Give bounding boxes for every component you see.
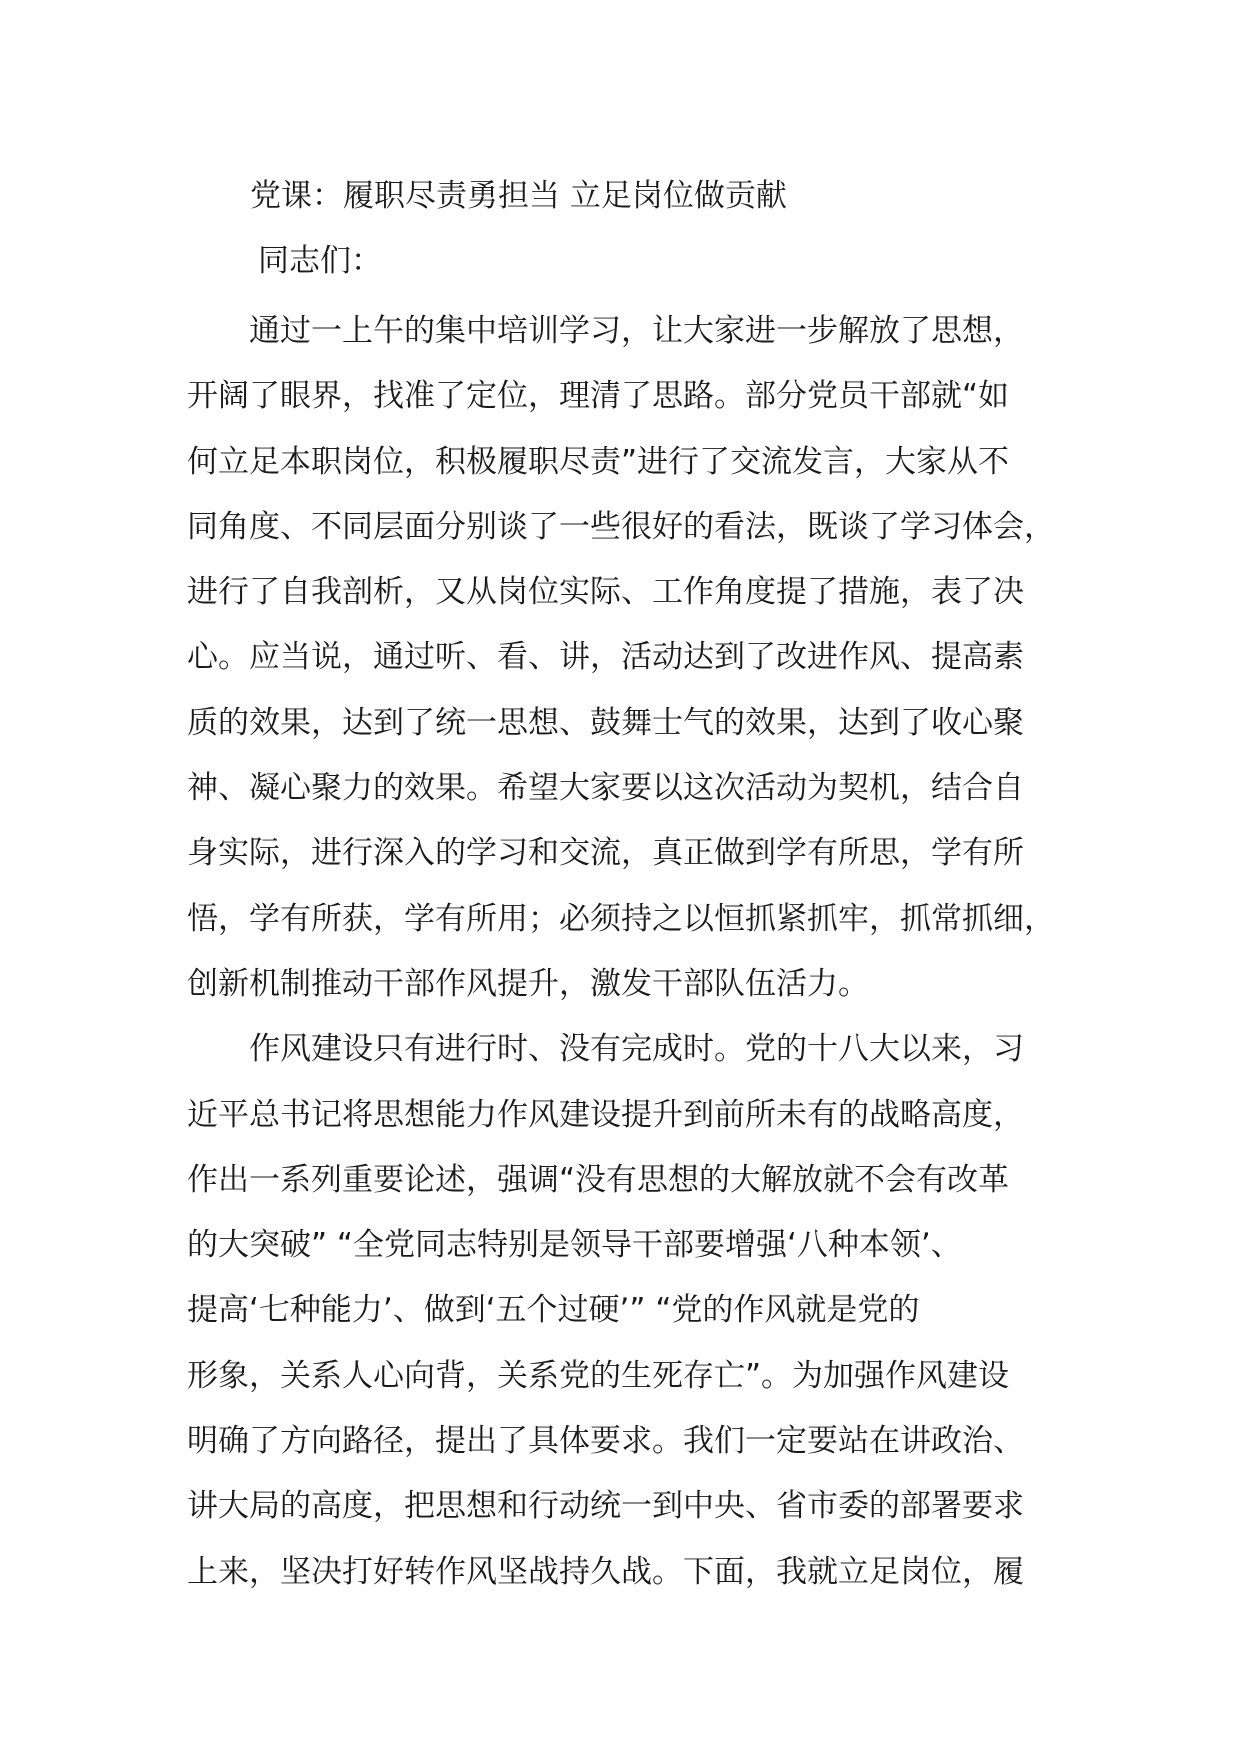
text-line: 提高‘七种能力’、做到‘五个过硬’” “党的作风就是党的 [187, 1292, 920, 1329]
text-line: 心。应当说，通过听、看、讲，活动达到了改进作风、提高素 [187, 639, 1024, 676]
text-line: 明确了方向路径，提出了具体要求。我们一定要站在讲政治、 [187, 1423, 1024, 1460]
text-line: 作风建设只有进行时、没有完成时。党的十八大以来，习 [249, 1031, 1024, 1068]
paragraph [187, 1017, 1087, 1605]
text-line: 上来，坚决打好转作风坚战持久战。下面，我就立足岗位，履 [187, 1553, 1024, 1590]
document-title: 党课：履职尽责勇担当 立足岗位做贡献 [250, 178, 787, 214]
text-line: 质的效果，达到了统一思想、鼓舞士气的效果，达到了收心聚 [187, 704, 1024, 741]
text-line: 身实际，进行深入的学习和交流，真正做到学有所思，学有所 [187, 835, 1024, 872]
text-line: 何立足本职岗位，积极履职尽责”进行了交流发言，大家从不 [187, 443, 1010, 480]
text-line: 近平总书记将思想能力作风建设提升到前所未有的战略高度， [187, 1096, 1024, 1133]
document-body [187, 299, 1087, 1605]
text-line: 进行了自我剖析，又从岗位实际、工作角度提了措施，表了决 [187, 574, 1024, 611]
text-line: 创新机制推动干部作风提升，激发干部队伍活力。 [187, 965, 869, 1002]
text-line: 讲大局的高度，把思想和行动统一到中央、省市委的部署要求 [187, 1488, 1024, 1525]
text-line: 的大突破” “全党同志特别是领导干部要增强‘八种本领’、 [187, 1227, 962, 1264]
text-line: 同角度、不同层面分别谈了一些很好的看法，既谈了学习体会， [187, 508, 1055, 545]
salutation: 同志们： [258, 243, 382, 279]
text-line: 神、凝心聚力的效果。希望大家要以这次活动为契机，结合自 [187, 770, 1024, 807]
paragraph [187, 299, 1087, 1017]
text-line: 形象，关系人心向背，关系党的生死存亡”。为加强作风建设 [187, 1357, 1010, 1394]
text-line: 悟，学有所获，学有所用；必须持之以恒抓紧抓牢，抓常抓细， [187, 900, 1055, 937]
text-line: 通过一上午的集中培训学习，让大家进一步解放了思想， [249, 313, 1024, 349]
text-line: 作出一系列重要论述，强调“没有思想的大解放就不会有改革 [187, 1161, 1010, 1198]
text-line: 开阔了眼界，找准了定位，理清了思路。部分党员干部就“如 [187, 378, 1010, 415]
